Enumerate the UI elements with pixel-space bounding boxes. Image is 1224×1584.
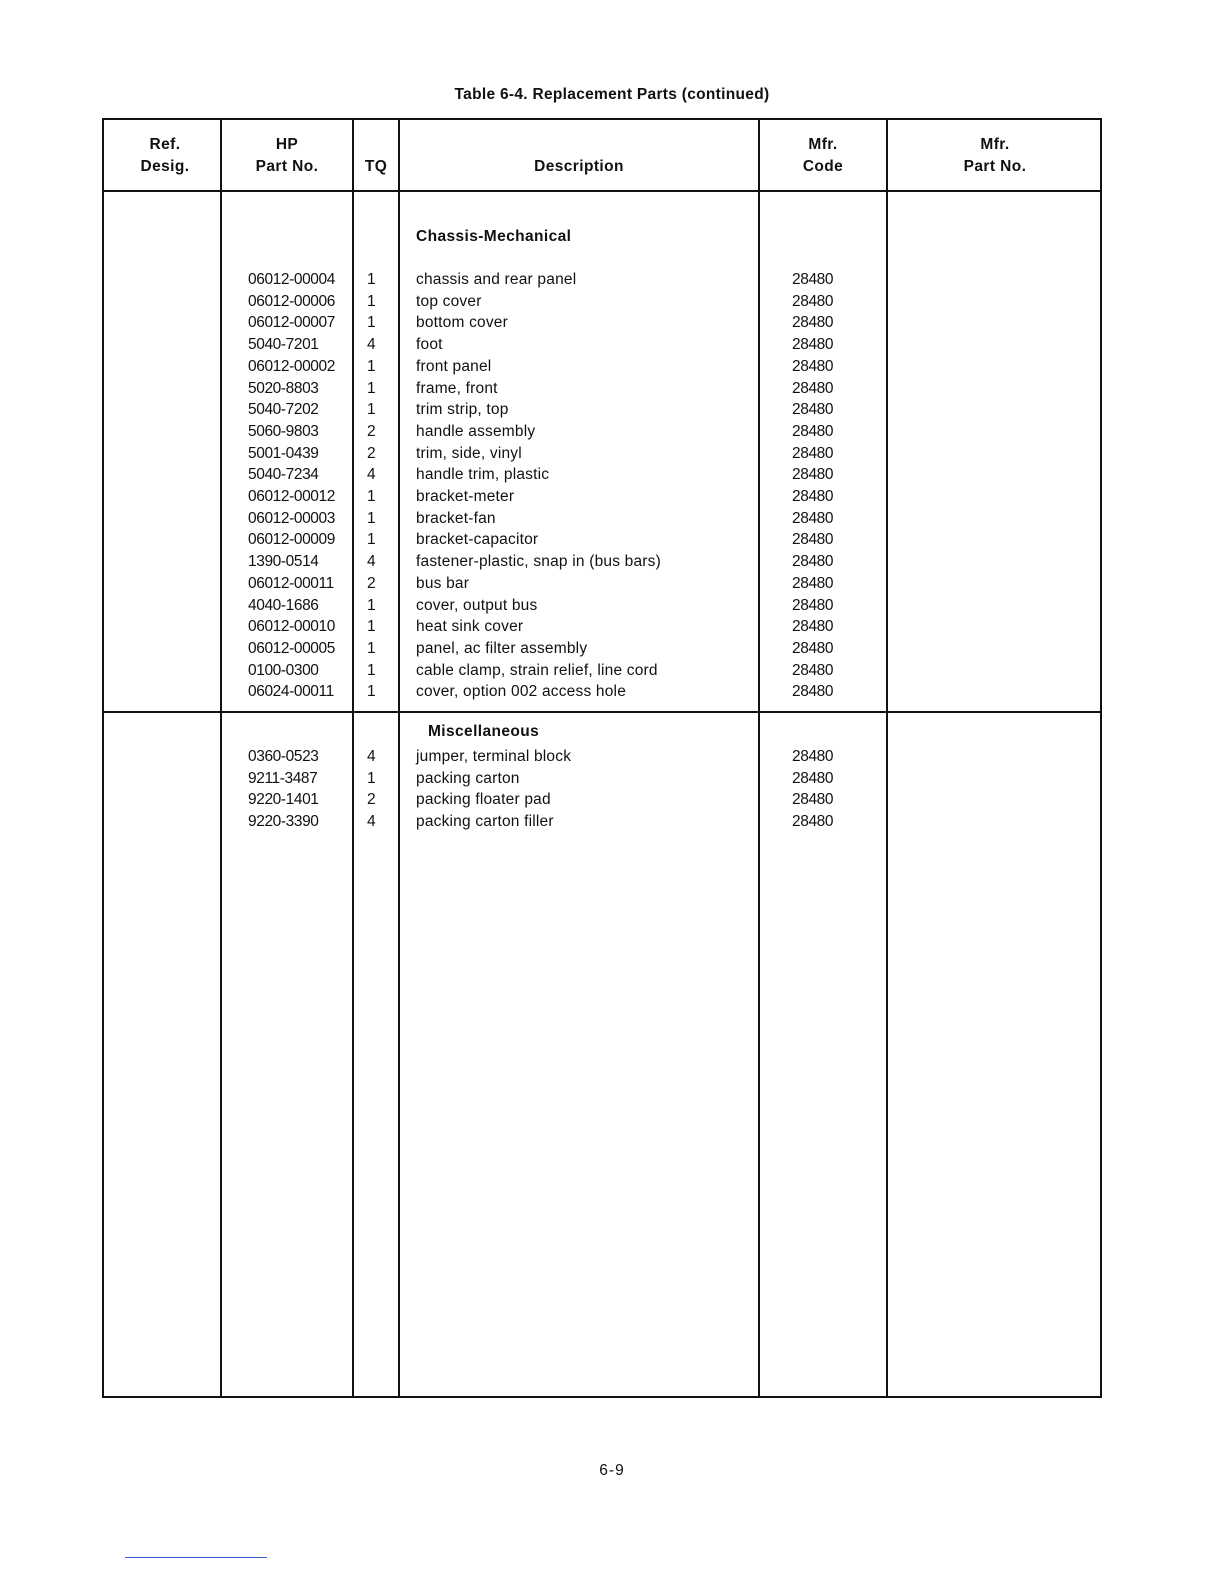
- mfr-code: 28480: [792, 292, 834, 310]
- hp-part-number: 5040-7234: [248, 466, 319, 484]
- table-row: [0, 358, 1224, 380]
- mfr-code: 28480: [792, 357, 834, 375]
- table-row: [0, 466, 1224, 488]
- table-row: [0, 510, 1224, 532]
- header-mfr-part-line2: Part No.: [963, 158, 1027, 175]
- total-quantity: 1: [367, 596, 376, 614]
- table-row: [0, 553, 1224, 575]
- table-row: [0, 791, 1224, 813]
- part-description: cable clamp, strain relief, line cord: [416, 661, 658, 679]
- part-description: heat sink cover: [416, 618, 524, 636]
- part-description: cover, output bus: [416, 596, 538, 614]
- hp-part-number: 5040-7201: [248, 336, 319, 354]
- part-description: bottom cover: [416, 314, 508, 332]
- mfr-code: 28480: [792, 336, 834, 354]
- mfr-code: 28480: [792, 769, 834, 787]
- mfr-code: 28480: [792, 314, 834, 332]
- part-description: bus bar: [416, 574, 470, 592]
- table-row: [0, 488, 1224, 510]
- table-row: [0, 531, 1224, 553]
- mfr-code: 28480: [792, 422, 834, 440]
- total-quantity: 1: [367, 314, 376, 332]
- hp-part-number: 5060-9803: [248, 422, 319, 440]
- hp-part-number: 5040-7202: [248, 401, 319, 419]
- header-ref-line2: Desig.: [140, 158, 190, 175]
- hp-part-number: 4040-1686: [248, 596, 319, 614]
- header-hp-line2: Part No.: [255, 158, 319, 175]
- part-description: handle assembly: [416, 422, 536, 440]
- header-code-line1: Mfr.: [808, 136, 838, 153]
- mfr-code: 28480: [792, 379, 834, 397]
- part-description: top cover: [416, 292, 482, 310]
- total-quantity: 1: [367, 618, 376, 636]
- header-tq: TQ: [364, 158, 388, 175]
- part-description: fastener-plastic, snap in (bus bars): [416, 553, 661, 571]
- header-divider: [102, 190, 1102, 192]
- part-description: front panel: [416, 357, 492, 375]
- mfr-code: 28480: [792, 748, 834, 765]
- hp-part-number: 06012-00002: [248, 357, 335, 375]
- header-description: Description: [534, 158, 624, 175]
- part-description: chassis and rear panel: [416, 271, 577, 288]
- part-description: panel, ac filter assembly: [416, 639, 588, 657]
- hp-part-number: 06012-00005: [248, 639, 335, 657]
- mfr-code: 28480: [792, 444, 834, 462]
- hp-part-number: 06012-00007: [248, 314, 335, 332]
- table-row: [0, 380, 1224, 402]
- mfr-code: 28480: [792, 791, 834, 808]
- hp-part-number: 9220-3390: [248, 812, 319, 830]
- mfr-code: 28480: [792, 618, 834, 636]
- mfr-code: 28480: [792, 596, 834, 614]
- table-row: [0, 683, 1224, 705]
- header-mfr-code: [760, 134, 886, 178]
- total-quantity: 1: [367, 357, 376, 375]
- part-description: trim, side, vinyl: [416, 444, 522, 462]
- total-quantity: 2: [367, 422, 376, 440]
- hp-part-number: 06012-00009: [248, 531, 335, 549]
- header-ref-line1: Ref.: [149, 136, 181, 153]
- part-description: cover, option 002 access hole: [416, 683, 627, 701]
- total-quantity: 1: [367, 683, 376, 701]
- hp-part-number: 1390-0514: [248, 553, 319, 571]
- header-code-line2: Code: [802, 158, 844, 175]
- hp-part-number: 06012-00011: [248, 574, 334, 592]
- total-quantity: 1: [367, 639, 376, 657]
- total-quantity: 1: [367, 401, 376, 419]
- mfr-code: 28480: [792, 466, 834, 484]
- total-quantity: 4: [367, 748, 376, 765]
- hp-part-number: 06024-00011: [248, 683, 334, 701]
- header-hp-part-no: [222, 134, 352, 178]
- mfr-code: 28480: [792, 661, 834, 679]
- mfr-code: 28480: [792, 812, 834, 830]
- mfr-code: 28480: [792, 488, 834, 505]
- table-row: [0, 271, 1224, 293]
- part-description: frame, front: [416, 379, 498, 397]
- mfr-code: 28480: [792, 531, 834, 549]
- table-row: [0, 813, 1224, 835]
- total-quantity: 1: [367, 271, 376, 288]
- hp-part-number: 06012-00003: [248, 509, 335, 527]
- table-row: [0, 597, 1224, 619]
- total-quantity: 4: [367, 336, 376, 354]
- part-description: foot: [416, 336, 443, 354]
- table-row: [0, 401, 1224, 423]
- mfr-code: 28480: [792, 683, 834, 701]
- hp-part-number: 5001-0439: [248, 444, 319, 462]
- table-row: [0, 640, 1224, 662]
- mfr-code: 28480: [792, 574, 834, 592]
- table-row: [0, 423, 1224, 445]
- total-quantity: 1: [367, 769, 376, 787]
- part-description: jumper, terminal block: [416, 748, 572, 765]
- table-row: [0, 662, 1224, 684]
- mfr-code: 28480: [792, 553, 834, 571]
- header-mfr-part-line1: Mfr.: [980, 136, 1010, 153]
- total-quantity: 2: [367, 574, 376, 592]
- hp-part-number: 0100-0300: [248, 661, 319, 679]
- hp-part-number: 0360-0523: [248, 748, 319, 765]
- total-quantity: 1: [367, 488, 376, 505]
- part-description: bracket-capacitor: [416, 531, 539, 549]
- total-quantity: 1: [367, 509, 376, 527]
- total-quantity: 1: [367, 379, 376, 397]
- table-row: [0, 336, 1224, 358]
- table-row: [0, 314, 1224, 336]
- hp-part-number: 06012-00006: [248, 292, 335, 310]
- table-row: [0, 618, 1224, 640]
- total-quantity: 2: [367, 791, 376, 808]
- total-quantity: 1: [367, 531, 376, 549]
- section-title-chassis: Chassis-Mechanical: [416, 228, 572, 245]
- total-quantity: 4: [367, 466, 376, 484]
- part-description: packing carton filler: [416, 812, 554, 830]
- mfr-code: 28480: [792, 401, 834, 419]
- part-description: handle trim, plastic: [416, 466, 550, 484]
- table-row: [0, 445, 1224, 467]
- part-description: bracket-fan: [416, 509, 496, 527]
- table-row: [0, 293, 1224, 315]
- page-number: 6-9: [599, 1462, 625, 1479]
- total-quantity: 1: [367, 292, 376, 310]
- part-description: bracket-meter: [416, 488, 515, 505]
- part-description: packing carton: [416, 769, 520, 787]
- part-description: trim strip, top: [416, 401, 509, 419]
- total-quantity: 2: [367, 444, 376, 462]
- section-title-misc: Miscellaneous: [428, 723, 540, 740]
- hp-part-number: 5020-8803: [248, 379, 319, 397]
- header-ref-desig: [110, 134, 220, 178]
- mfr-code: 28480: [792, 509, 834, 527]
- header-hp-line1: HP: [275, 136, 299, 153]
- total-quantity: 4: [367, 812, 376, 830]
- mfr-code: 28480: [792, 639, 834, 657]
- section-divider: [102, 711, 1102, 713]
- part-description: packing floater pad: [416, 791, 551, 808]
- hp-part-number: 9220-1401: [248, 791, 319, 808]
- table-row: [0, 575, 1224, 597]
- hp-part-number: 06012-00010: [248, 618, 335, 636]
- mfr-code: 28480: [792, 271, 834, 288]
- table-caption: Table 6-4. Replacement Parts (continued): [454, 86, 770, 103]
- table-row: [0, 770, 1224, 792]
- table-row: [0, 748, 1224, 770]
- hp-part-number: 06012-00004: [248, 271, 335, 288]
- header-mfr-part-no: [888, 134, 1102, 178]
- total-quantity: 1: [367, 661, 376, 679]
- hp-part-number: 06012-00012: [248, 488, 335, 505]
- footer-rule: [125, 1557, 267, 1558]
- total-quantity: 4: [367, 553, 376, 571]
- hp-part-number: 9211-3487: [248, 769, 318, 787]
